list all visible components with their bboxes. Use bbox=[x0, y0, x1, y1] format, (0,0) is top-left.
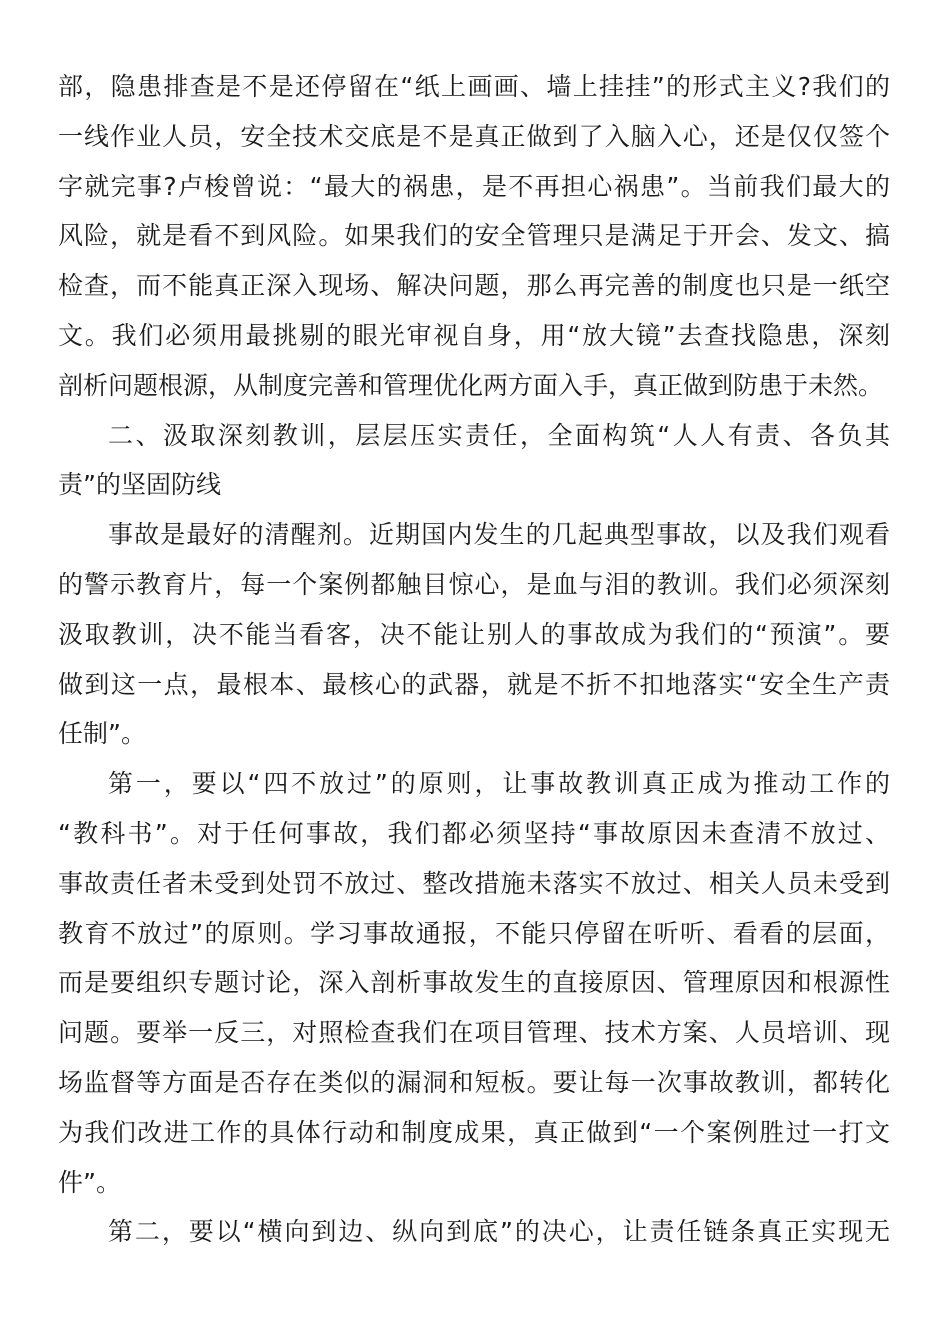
text-line: 为我们改进工作的具体行动和制度成果，真正做到“一个案例胜过一打文 bbox=[58, 1117, 890, 1147]
text-line: 检查，而不能真正深入现场、解决问题，那么再完善的制度也只是一纸空 bbox=[58, 271, 890, 301]
text-line: 风险，就是看不到风险。如果我们的安全管理只是满足于开会、发文、搞 bbox=[58, 221, 890, 251]
body-text bbox=[58, 62, 890, 1257]
text-line: 的警示教育片，每一个案例都触目惊心，是血与泪的教训。我们必须深刻 bbox=[58, 569, 890, 599]
text-line: 一线作业人员，安全技术交底是不是真正做到了入脑入心，还是仅仅签个 bbox=[58, 121, 890, 151]
text-line: 件”。 bbox=[58, 1167, 121, 1197]
text-line: 问题。要举一反三，对照检查我们在项目管理、技术方案、人员培训、现 bbox=[58, 1018, 890, 1048]
text-line: 二、汲取深刻教训，层层压实责任，全面构筑“人人有责、各负其 bbox=[108, 420, 890, 450]
text-line: 事故责任者未受到处罚不放过、整改措施未落实不放过、相关人员未受到 bbox=[58, 868, 890, 898]
text-line: 汲取教训，决不能当看客，决不能让别人的事故成为我们的“预演”。要 bbox=[58, 619, 890, 649]
text-line: 事故是最好的清醒剂。近期国内发生的几起典型事故，以及我们观看 bbox=[108, 520, 890, 550]
text-line: 第二，要以“横向到边、纵向到底”的决心，让责任链条真正实现无 bbox=[108, 1217, 890, 1247]
text-line: 字就完事?卢梭曾说：“最大的祸患，是不再担心祸患”。当前我们最大的 bbox=[58, 171, 890, 201]
text-line: 场监督等方面是否存在类似的漏洞和短板。要让每一次事故教训，都转化 bbox=[58, 1067, 890, 1097]
text-line: 文。我们必须用最挑剔的眼光审视自身，用“放大镜”去查找隐患，深刻 bbox=[58, 320, 890, 350]
text-line: 剖析问题根源，从制度完善和管理优化两方面入手，真正做到防患于未然。 bbox=[58, 370, 884, 400]
text-line: 任制”。 bbox=[58, 719, 146, 749]
text-line: 第一，要以“四不放过”的原则，让事故教训真正成为推动工作的 bbox=[108, 769, 890, 799]
text-line: 教育不放过”的原则。学习事故通报，不能只停留在听听、看看的层面， bbox=[58, 918, 890, 948]
text-line: 责”的坚固防线 bbox=[58, 470, 221, 500]
text-line: 而是要组织专题讨论，深入剖析事故发生的直接原因、管理原因和根源性 bbox=[58, 968, 890, 998]
text-line: 做到这一点，最根本、最核心的武器，就是不折不扣地落实“安全生产责 bbox=[58, 669, 890, 699]
text-line: 部，隐患排查是不是还停留在“纸上画画、墙上挂挂”的形式主义?我们的 bbox=[58, 72, 890, 101]
text-line: “教科书”。对于任何事故，我们都必须坚持“事故原因未查清不放过、 bbox=[58, 818, 890, 848]
